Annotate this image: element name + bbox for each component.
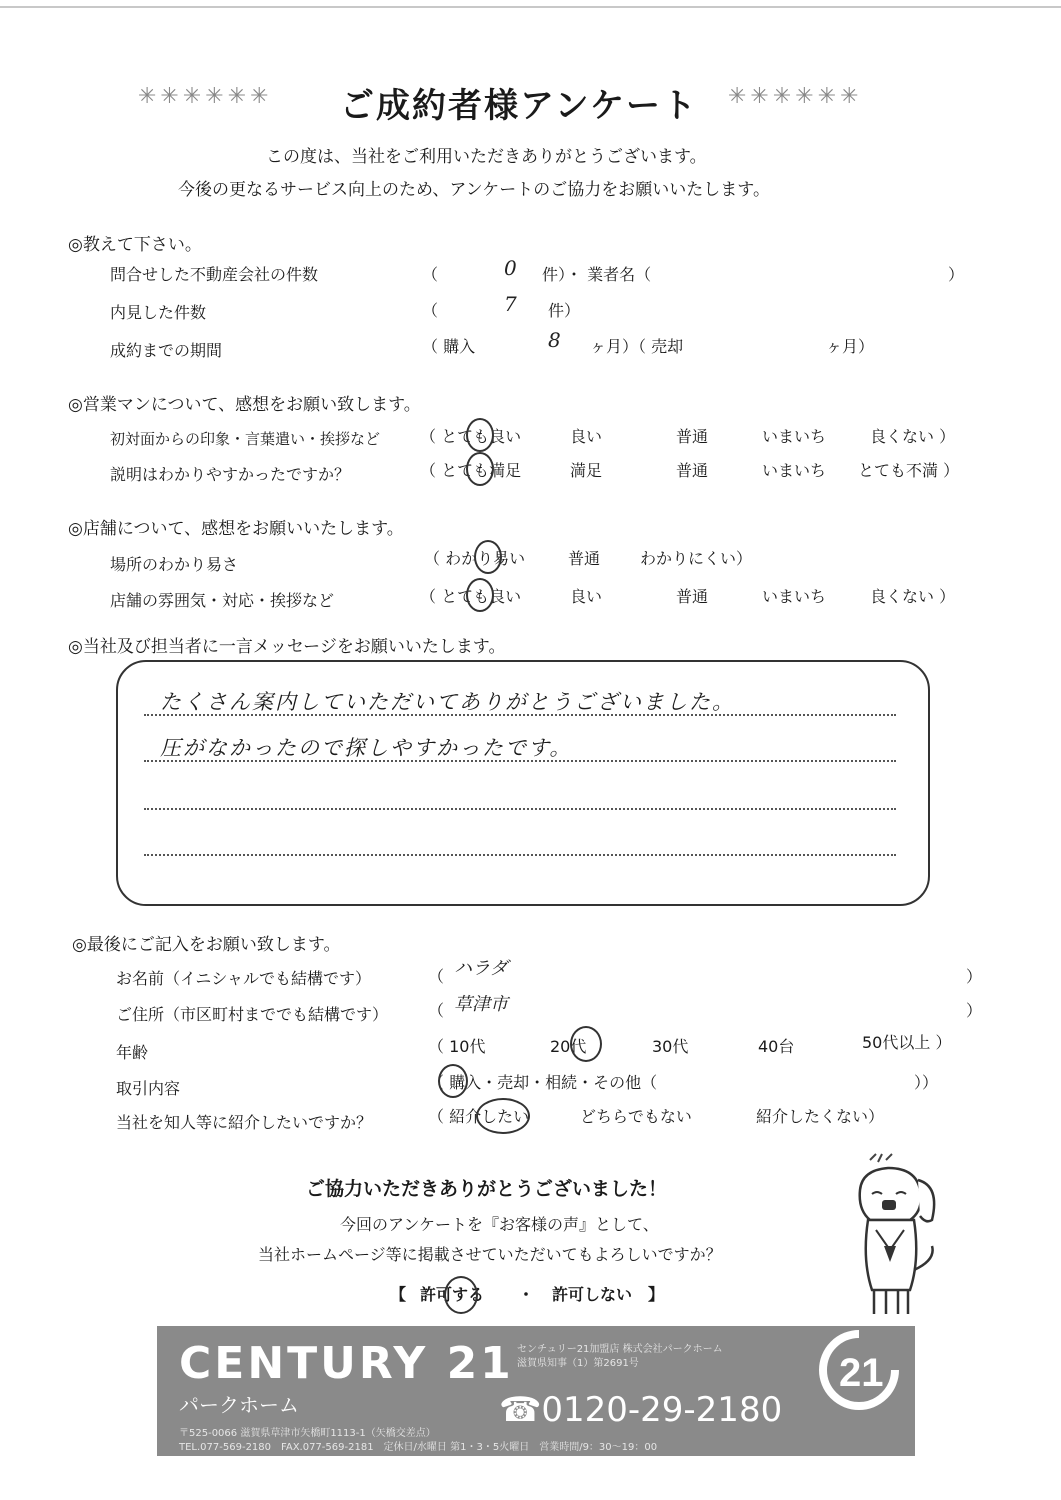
section-teach-heading: ◎教えて下さい。 — [68, 235, 202, 255]
period-buy-value: 8 — [548, 328, 561, 352]
explanation-selected-mark — [466, 452, 494, 486]
name-close: ） — [966, 967, 983, 986]
viewing-count-value: 7 — [504, 292, 517, 316]
deal-selected-mark — [438, 1064, 468, 1098]
age-label: 年齢 — [116, 1043, 149, 1062]
location-selected-mark — [474, 540, 502, 574]
impression-label: 初対面からの印象・言葉遣い・挨拶など — [110, 430, 381, 448]
atmosphere-option-3: 普通 — [676, 587, 709, 606]
stars-left-decoration: ✳✳✳✳✳✳ — [138, 84, 273, 109]
age-option-3: 30代 — [652, 1037, 689, 1056]
permit-no-option: 許可しない — [552, 1285, 633, 1304]
location-option-1: （ わかり易い — [424, 549, 526, 568]
inquiry-count-label: 問合せした不動産会社の件数 — [110, 265, 319, 284]
publish-question-line-2: 当社ホームページ等に掲載させていただいてもよろしいですか？ — [258, 1245, 722, 1264]
address-value: 草津市 — [454, 994, 508, 1015]
section-store-heading: ◎店舗について、感想をお願いいたします。 — [68, 519, 404, 539]
permit-yes-option: 許可する — [420, 1285, 485, 1304]
address-close: ） — [966, 1001, 983, 1020]
thanks-message: ご協力いただきありがとうございました！ — [306, 1178, 668, 1200]
age-option-2: 20代 — [550, 1037, 587, 1056]
impression-option-2: 良い — [570, 427, 603, 446]
stars-right-decoration: ✳✳✳✳✳✳ — [728, 84, 863, 109]
message-line-2: 圧がなかったので探しやすかったです。 — [160, 736, 573, 760]
explanation-label: 説明はわかりやすかったですか？ — [110, 465, 351, 484]
location-option-2: 普通 — [568, 549, 601, 568]
referral-selected-mark — [476, 1098, 530, 1134]
message-rule-1 — [144, 714, 896, 716]
referral-option-3: 紹介したくない） — [756, 1107, 885, 1126]
inquiry-count-value: 0 — [504, 256, 517, 280]
deal-close: ）） — [914, 1073, 939, 1092]
section-final-heading: ◎最後にご記入をお願い致します。 — [72, 935, 341, 955]
atmosphere-selected-mark — [466, 578, 494, 612]
scan-edge-line — [0, 6, 1061, 8]
company-name: パークホーム — [179, 1393, 299, 1417]
explanation-option-1: （ とても満足 — [420, 461, 522, 480]
company-footer-banner — [157, 1326, 915, 1456]
period-sell-unit: ヶ月） — [826, 337, 875, 356]
inquiry-count-open: （ — [422, 265, 439, 284]
impression-option-1: （ とても良い — [420, 427, 522, 446]
name-open: （ — [428, 967, 445, 986]
franchise-note: センチュリー21加盟店 株式会社パークホーム — [517, 1344, 723, 1355]
agency-name-close: ） — [948, 265, 965, 284]
intro-line-1: この度は、当社をご利用いただきありがとうございます。 — [266, 147, 707, 167]
viewing-count-open: （ — [422, 301, 439, 320]
referral-label: 当社を知人等に紹介したいですか？ — [116, 1113, 373, 1132]
section-sales-heading: ◎営業マンについて、感想をお願い致します。 — [68, 395, 421, 415]
permit-selected-mark — [444, 1276, 478, 1314]
address-open: （ — [428, 1001, 445, 1020]
period-buy-unit: ヶ月）（ 売却 — [590, 337, 684, 356]
intro-line-2: 今後の更なるサービス向上のため、アンケートのご協力をお願いいたします。 — [178, 180, 770, 200]
license-number: 滋賀県知事（1）第2691号 — [517, 1358, 639, 1369]
age-option-1: （ 10代 — [428, 1037, 486, 1056]
location-option-3: わかりにくい） — [640, 549, 753, 568]
viewing-count-label: 内見した件数 — [110, 303, 207, 322]
explanation-option-3: 普通 — [676, 461, 709, 480]
century21-brand: CENTURY 21 — [179, 1338, 514, 1389]
survey-header — [0, 78, 1061, 126]
phone-number: ☎0120-29-2180 — [499, 1390, 783, 1430]
message-rule-2 — [144, 760, 896, 762]
address-label: ご住所（市区町村まででも結構です） — [116, 1005, 389, 1024]
explanation-option-4: いまいち — [762, 461, 827, 480]
impression-option-3: 普通 — [676, 427, 709, 446]
century21-logo-icon — [819, 1330, 899, 1410]
atmosphere-option-5: 良くない ） — [870, 587, 956, 606]
referral-option-2: どちらでもない — [580, 1107, 692, 1126]
publish-question-line-1: 今回のアンケートを『お客様の声』として、 — [340, 1215, 659, 1234]
explanation-option-2: 満足 — [570, 461, 603, 480]
deal-options: （ 購入・売却・相続・その他（ — [428, 1073, 658, 1092]
explanation-option-5: とても不満 ） — [858, 461, 960, 480]
logo-number: 21 — [839, 1351, 884, 1395]
atmosphere-option-4: いまいち — [762, 587, 827, 606]
deal-label: 取引内容 — [116, 1079, 181, 1098]
dog-mascot-illustration — [840, 1150, 950, 1320]
period-label: 成約までの期間 — [110, 341, 223, 360]
impression-option-5: 良くない ） — [870, 427, 956, 446]
page-title: ご成約者様アンケート — [340, 86, 698, 126]
permit-separator: ・ — [518, 1285, 535, 1304]
referral-option-1: （ 紹介したい — [428, 1107, 530, 1126]
name-value: ハラダ — [454, 958, 508, 979]
age-option-4: 40台 — [758, 1037, 795, 1056]
atmosphere-option-1: （ とても良い — [420, 587, 522, 606]
company-contact-hours: TEL.077-569-2180 FAX.077-569-2181 定休日/水曜日 第1・3・5火曜日 営業時間/9：30〜19：00 — [179, 1442, 658, 1453]
message-rule-4 — [144, 854, 896, 856]
location-label: 場所のわかり易さ — [110, 555, 239, 574]
atmosphere-option-2: 良い — [570, 587, 603, 606]
inquiry-count-unit: 件）・ 業者名（ — [542, 265, 652, 284]
message-line-1: たくさん案内していただいてありがとうございました。 — [160, 690, 735, 714]
period-buy-label: （ 購入 — [422, 337, 476, 356]
permit-bracket-open: 【 — [390, 1285, 407, 1304]
impression-selected-mark — [466, 418, 494, 452]
viewing-count-unit: 件） — [548, 301, 581, 320]
age-option-5: 50代以上 ） — [862, 1033, 952, 1052]
message-rule-3 — [144, 808, 896, 810]
section-message-heading: ◎当社及び担当者に一言メッセージをお願いいたします。 — [68, 637, 506, 657]
permit-bracket-close: 】 — [648, 1285, 665, 1304]
name-label: お名前（イニシャルでも結構です） — [116, 969, 372, 988]
company-address: 〒525-0066 滋賀県草津市矢橋町1113-1（矢橋交差点） — [179, 1428, 436, 1439]
impression-option-4: いまいち — [762, 427, 827, 446]
atmosphere-label: 店舗の雰囲気・対応・挨拶など — [110, 591, 335, 610]
age-selected-mark — [570, 1026, 602, 1062]
